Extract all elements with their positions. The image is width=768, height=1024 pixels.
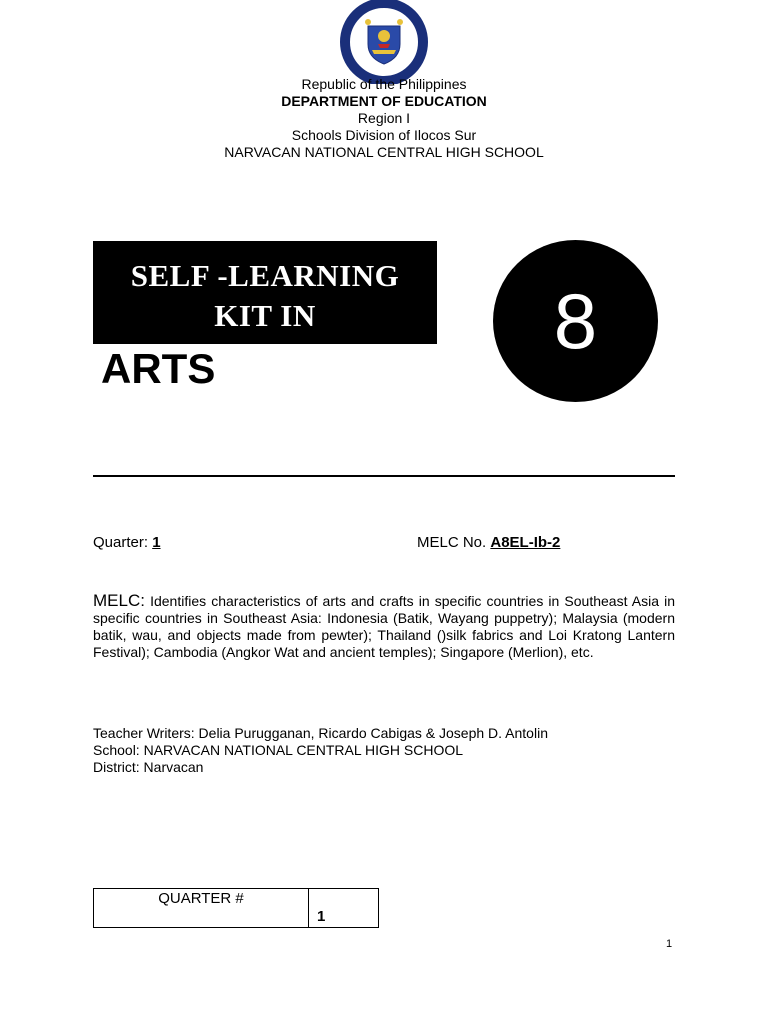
quarter-value: 1 [152,534,161,551]
melc-no-label: MELC No. [417,534,491,551]
seal-graphic [338,0,430,84]
melc-no-value: A8EL-Ib-2 [490,534,561,551]
melc-no-line [417,534,560,552]
page-number: 1 [666,938,673,950]
header-division: Schools Division of Ilocos Sur [291,127,477,143]
grade-number: 8 [553,277,598,365]
credits-district: District: Narvacan [93,759,204,775]
divider-line [93,475,675,477]
header-region: Region I [357,110,411,126]
grade-circle [493,240,658,402]
teacher-writers: Teacher Writers: Delia Purugganan, Ricardo Cabigas & Joseph D. Antolin [93,725,548,741]
deped-seal-logo [338,0,430,84]
quarter-label: Quarter: [93,534,153,551]
subject-title: ARTS [101,345,216,392]
header-school: NARVACAN NATIONAL CENTRAL HIGH SCHOOL [224,144,544,160]
melc-paragraph [93,592,675,661]
quarter-table [93,888,379,928]
title-box [93,241,437,344]
title-line-2: KIT IN [214,298,316,333]
melc-text: Identifies characteristics of arts and crafts in specific countries in Southeast Asia in specific countries in Southeast Asia: Indonesia (Batik, Wayang puppetry); Malaysia (modern batik, wau, and objects made from pewter); Thailand ()silk fabrics and Loi Kratong Lantern Festival); Cambodia (Angkor Wat and ancient temples); Singapore (Merlion), etc. [93,593,676,660]
quarter-table-label: QUARTER # [94,889,309,927]
header-department: DEPARTMENT OF EDUCATION [281,93,487,109]
header-country: Republic of the Philippines [301,76,467,92]
quarter-line [93,534,161,552]
credits-school: School: NARVACAN NATIONAL CENTRAL HIGH SCHOOL [93,742,464,758]
title-line-1: SELF -LEARNING [130,258,400,293]
melc-label: MELC: [93,591,145,610]
quarter-table-value: 1 [317,908,326,925]
